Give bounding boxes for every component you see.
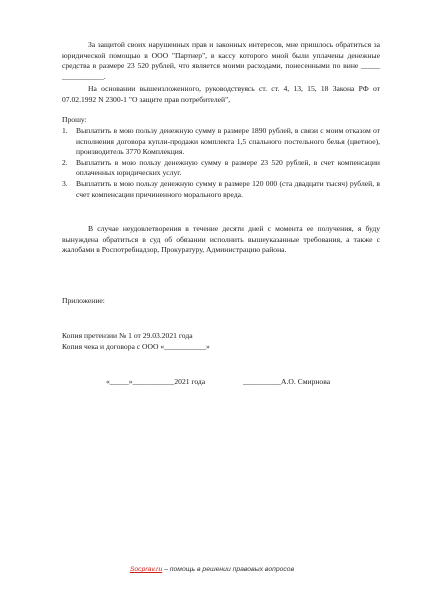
signature-name: __________А.О. Смирнова <box>243 377 331 386</box>
footer-link[interactable]: Socprav.ru <box>129 566 163 573</box>
request-number: 1. <box>62 126 68 135</box>
intro-paragraph: За защитой своих нарушенных прав и законных интересов, мне пришлось обратиться за юридической помощью в ООО "Партнер", в кассу которого мной были уплачены денежные средства в размере 23 520 рублей, что является моими расходами, понесенными по вине _____ ___________. <box>62 40 380 81</box>
attachments-heading: Приложение: <box>62 296 105 305</box>
request-number: 3. <box>62 178 68 188</box>
footer <box>0 566 424 573</box>
request-number: 2. <box>62 157 68 167</box>
request-text: Выплатить в мою пользу денежную сумму в размере 120 000 (ста двадцати тысяч) рублей, в счет компенсации причиненного морального вреда. <box>76 178 380 199</box>
attachment-item: Копия претензии № 1 от 29.03.2021 года <box>62 331 193 340</box>
attachment-item: Копия чека и договора с ООО «___________» <box>62 342 210 351</box>
request-text: Выплатить в мою пользу денежную сумму в размере 23 520 рублей, в счет компенсации оплаченных юридических услуг. <box>76 157 380 178</box>
request-list <box>62 126 380 200</box>
warning-paragraph: В случае неудовлетворения в течение десяти дней с момента ее получения, я буду вынуждена обратиться в суд об обязании исполнить вышеуказанные требования, а также с жалобами в Роспотребнадзор, Прокуратуру, Администрацию района. <box>62 224 380 255</box>
basis-paragraph: На основании вышеизложенного, руководствуясь ст. ст. 4, 13, 15, 18 Закона РФ от 07.02.1992 N 2300-1 "О защите прав потребителей", <box>62 84 380 104</box>
request-text: Выплатить в мою пользу денежную сумму в размере 1890 рублей, в связи с моим отказом от исполнения договора купли-продажи комплекта 1,5 спального постельного белья (цветное), производитель 3770 Комплекция. <box>76 126 380 157</box>
footer-text: – помощь в решении правовых вопросов <box>162 566 295 573</box>
request-item <box>62 179 380 200</box>
request-heading: Прошу: <box>62 115 87 124</box>
request-item <box>62 126 380 158</box>
request-item <box>62 158 380 179</box>
signature-date: «_____»___________2021 года <box>106 377 206 386</box>
